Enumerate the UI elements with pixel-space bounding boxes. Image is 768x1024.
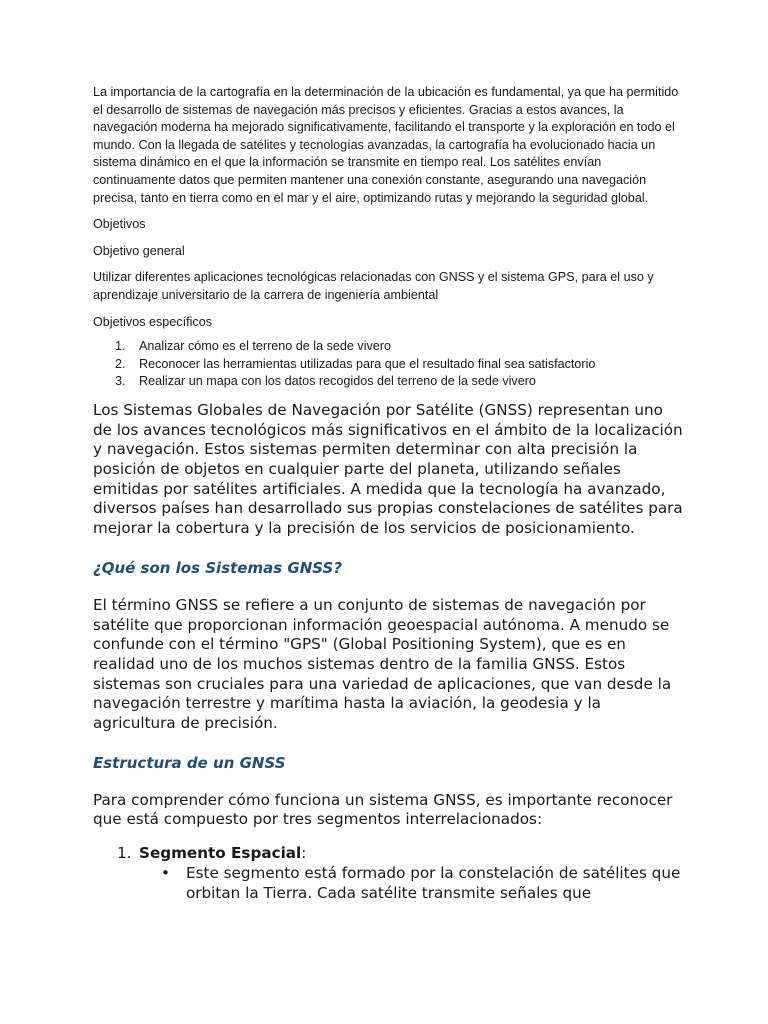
list-item-text: Realizar un mapa con los datos recogidos del terreno de la sede vivero [139,374,536,389]
segments-list [93,844,685,903]
intro-paragraph: La importancia de la cartografía en la determinación de la ubicación es fundamental, ya que ha permitido el desarrollo de sistemas de navegación más precisos y eficientes. Gracias a estos avances, la navegación moderna ha mejorado significativamente, facilitando el transporte y la exploración en todo el mundo. Con la llegada de satélites y tecnologías avanzadas, la cartografía ha evolucionado hacia un sistema dinámico en el que la información se transmite en tiempo real. Los satélites envían continuamente datos que permiten mantener una conexión constante, asegurando una navegación precisa, tanto en tierra como en el mar y el aire, optimizando rutas y mejorando la seguridad global. [93,85,679,205]
general-objective-text: Utilizar diferentes aplicaciones tecnológicas relacionadas con GNSS y el sistema GPS, para el uso y aprendizaje universitario de la carrera de ingeniería ambiental [93,270,654,302]
list-item-text: Este segmento está formado por la constelación de satélites que orbitan la Tierra. Cada satélite transmite señales que [186,863,681,902]
list-number: 3. [115,374,126,389]
list-item-text: Reconocer las herramientas utilizadas para que el resultado final sea satisfactorio [139,356,596,371]
document-page [93,84,685,903]
specific-objectives-list [93,338,685,391]
estructura-paragraph: Para comprender cómo funciona un sistema GNSS, es importante reconocer que está compuesto por tres segmentos interrelacionados: [93,790,673,829]
list-item [139,864,685,903]
list-number: 1. [115,339,126,354]
list-item [93,338,685,356]
segment-sublist [139,864,685,903]
list-number: 1. [117,844,132,863]
gnss-intro-paragraph: Los Sistemas Globales de Navegación por Satélite (GNSS) representan uno de los avances tecnológicos más significativos en el ámbito de la localización y navegación. Estos sistemas permiten determinar con alta precisión la posición de objetos en cualquier parte del planeta, utilizando señales emitidas por satélites artificiales. A medida que la tecnología ha avanzado, diversos países han desarrollado sus propias constelaciones de satélites para mejorar la cobertura y la precisión de los servicios de posicionamiento. [93,400,683,538]
general-objective-heading: Objetivo general [93,243,185,258]
segment-title-colon: : [301,844,307,863]
specific-objectives-heading: Objetivos específicos [93,314,212,329]
list-item [93,844,685,903]
segment-title: Segmento Espacial [139,844,302,863]
objectives-heading: Objetivos [93,217,146,232]
bullet-icon: • [161,863,170,882]
list-item [93,373,685,391]
section-heading-estructura: Estructura de un GNSS [93,753,286,772]
que-son-paragraph: El término GNSS se refiere a un conjunto de sistemas de navegación por satélite que proporcionan información geoespacial autónoma. A menudo se confunde con el término "GPS" (Global Positioning System), que es en realidad uno de los muchos sistemas dentro de la familia GNSS. Estos sistemas son cruciales para una variedad de aplicaciones, que van desde la navegación terrestre y marítima hasta la aviación, la geodesia y la agricultura de precisión. [93,595,672,733]
list-item [93,356,685,374]
section-heading-que-son: ¿Qué son los Sistemas GNSS? [93,558,343,577]
list-number: 2. [115,356,126,371]
list-item-text: Analizar cómo es el terreno de la sede vivero [139,339,392,354]
